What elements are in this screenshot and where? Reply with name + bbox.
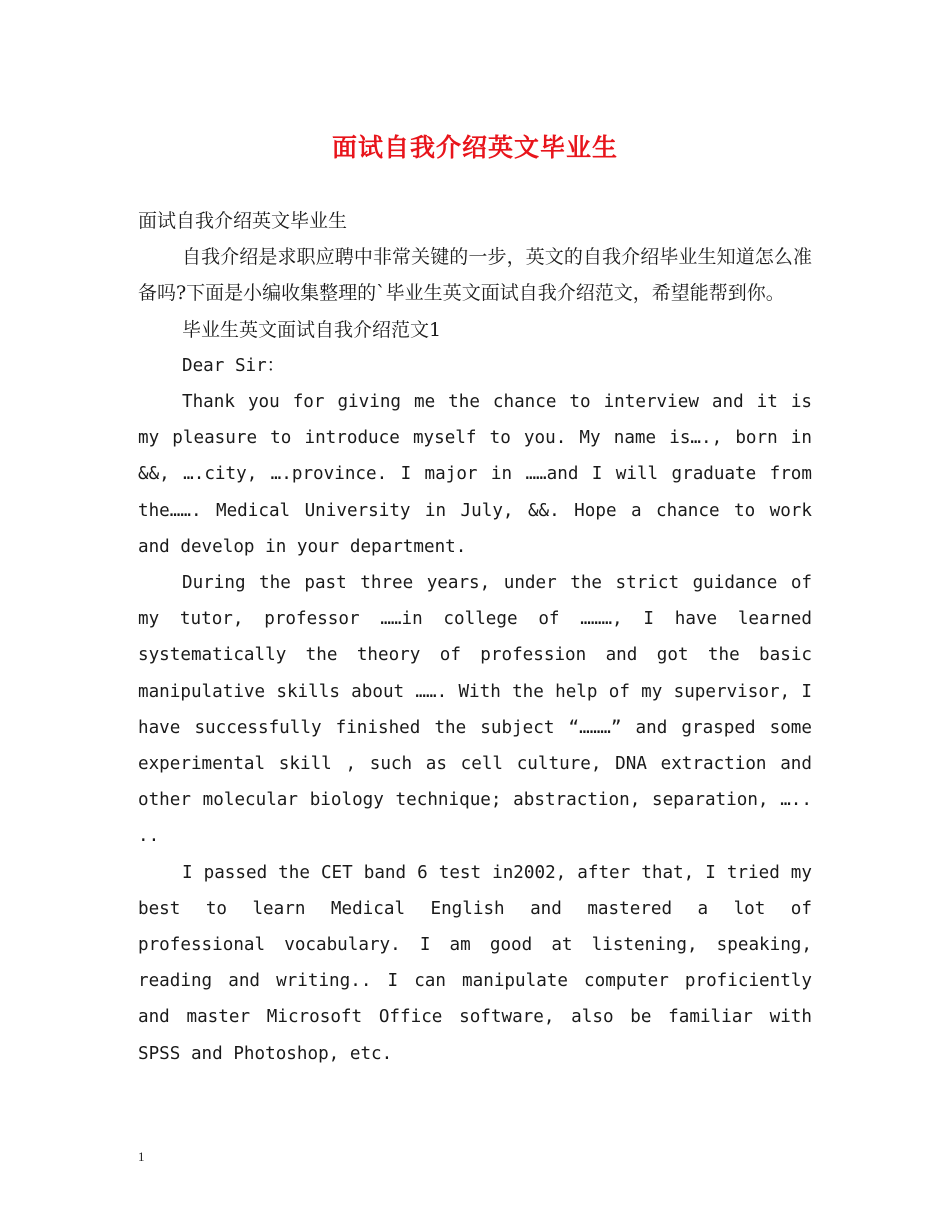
- document-title: 面试自我介绍英文毕业生: [331, 133, 618, 162]
- document-heading: 面试自我介绍英文毕业生: [138, 210, 348, 232]
- body-paragraph-3: I passed the CET band 6 test in2002, after that, I tried my best to learn Medical English and mastered a lot of professional vocabulary. I am good at listening, speaking, reading and writing.. I can manipulate computer proficiently and master Microsoft Office software, also be familiar with SPSS and Photoshop, etc.: [138, 862, 812, 1064]
- body-paragraph-1: Thank you for giving me the chance to interview and it is my pleasure to introduce myself to you. My name is…., born in &&, ….city, ….province. I major in ……and I will graduate from the……. Medical University in July, &&. Hope a chance to work and develop in your department.: [138, 392, 812, 557]
- document-body: [138, 203, 812, 1072]
- body-paragraph-2: During the past three years, under the strict guidance of my tutor, professor ……in college of ………, I have learned systematically the theory of profession and got the basic manipulative skills about ……. With the help of my supervisor, I have successfully finished the subject “………” and grasped some experimental skill , such as cell culture, DNA extraction and other molecular biology technique; abstraction, separation, ….. ..: [138, 573, 812, 847]
- sample-title: 毕业生英文面试自我介绍范文1: [182, 318, 442, 341]
- salutation: Dear Sir：: [182, 355, 285, 376]
- page-number: 1: [138, 1149, 145, 1164]
- intro-paragraph: 自我介绍是求职应聘中非常关键的一步，英文的自我介绍毕业生知道怎么准备吗?下面是小编收集整理的`毕业生英文面试自我介绍范文，希望能帮到你。: [138, 246, 812, 305]
